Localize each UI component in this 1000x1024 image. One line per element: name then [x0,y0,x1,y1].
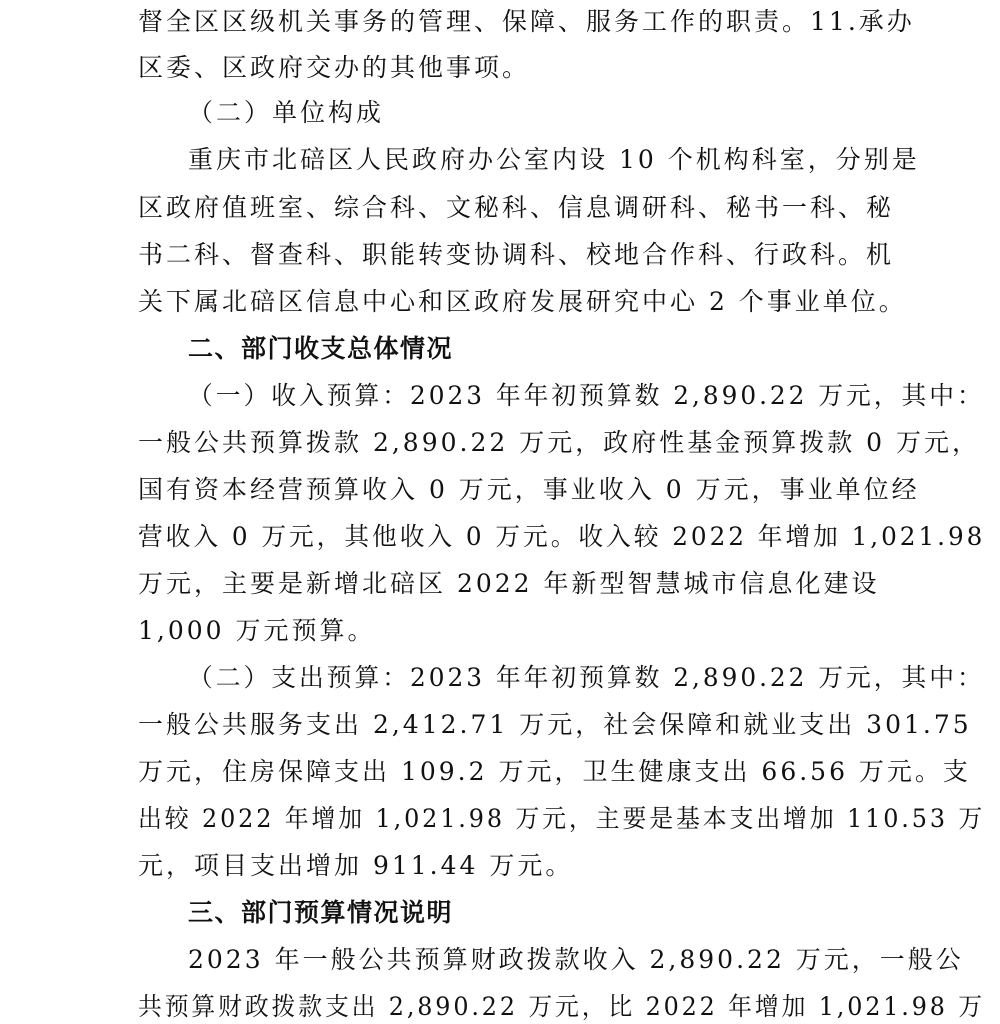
text-line: 2023 年一般公共预算财政拨款收入 2,890.22 万元，一般公 [188,945,964,974]
text-line: 万元，住房保障支出 109.2 万元，卫生健康支出 66.56 万元。支 [138,757,971,786]
text-line: 区政府值班室、综合科、文秘科、信息调研科、秘书一科、秘 [138,193,895,222]
text-line: 书二科、督查科、职能转变协调科、校地合作科、行政科。机 [138,240,895,269]
text-line: 营收入 0 万元，其他收入 0 万元。收入较 2022 年增加 1,021.98 [138,522,986,551]
text-line: 一般公共服务支出 2,412.71 万元，社会保障和就业支出 301.75 [138,710,972,739]
text-line: 区委、区政府交办的其他事项。 [138,53,531,82]
text-line: 督全区区级机关事务的管理、保障、服务工作的职责。11.承办 [138,7,915,36]
text-line: （一）收入预算：2023 年年初预算数 2,890.22 万元，其中： [188,381,985,410]
text-line: 一般公共预算拨款 2,890.22 万元，政府性基金预算拨款 0 万元， [138,428,981,457]
text-line: 出较 2022 年增加 1,021.98 万元，主要是基本支出增加 110.53 万 [138,804,986,833]
section-heading-unit-composition: （二）单位构成 [188,98,385,127]
text-line: 1,000 万元预算。 [138,616,376,645]
text-line: （二）支出预算：2023 年年初预算数 2,890.22 万元，其中： [188,663,985,692]
text-line: 关下属北碚区信息中心和区政府发展研究中心 2 个事业单位。 [138,287,907,316]
text-line: 万元，主要是新增北碚区 2022 年新型智慧城市信息化建设 [138,569,880,598]
text-line: 国有资本经营预算收入 0 万元，事业收入 0 万元，事业单位经 [138,475,920,504]
section-heading-budget-explanation: 三、部门预算情况说明 [188,898,454,927]
section-heading-revenue-expenditure: 二、部门收支总体情况 [188,334,454,363]
text-line: 重庆市北碚区人民政府办公室内设 10 个机构科室，分别是 [188,145,920,174]
text-line: 元，项目支出增加 911.44 万元。 [138,851,574,880]
text-line: 共预算财政拨款支出 2,890.22 万元，比 2022 年增加 1,021.98 万 [138,992,985,1021]
